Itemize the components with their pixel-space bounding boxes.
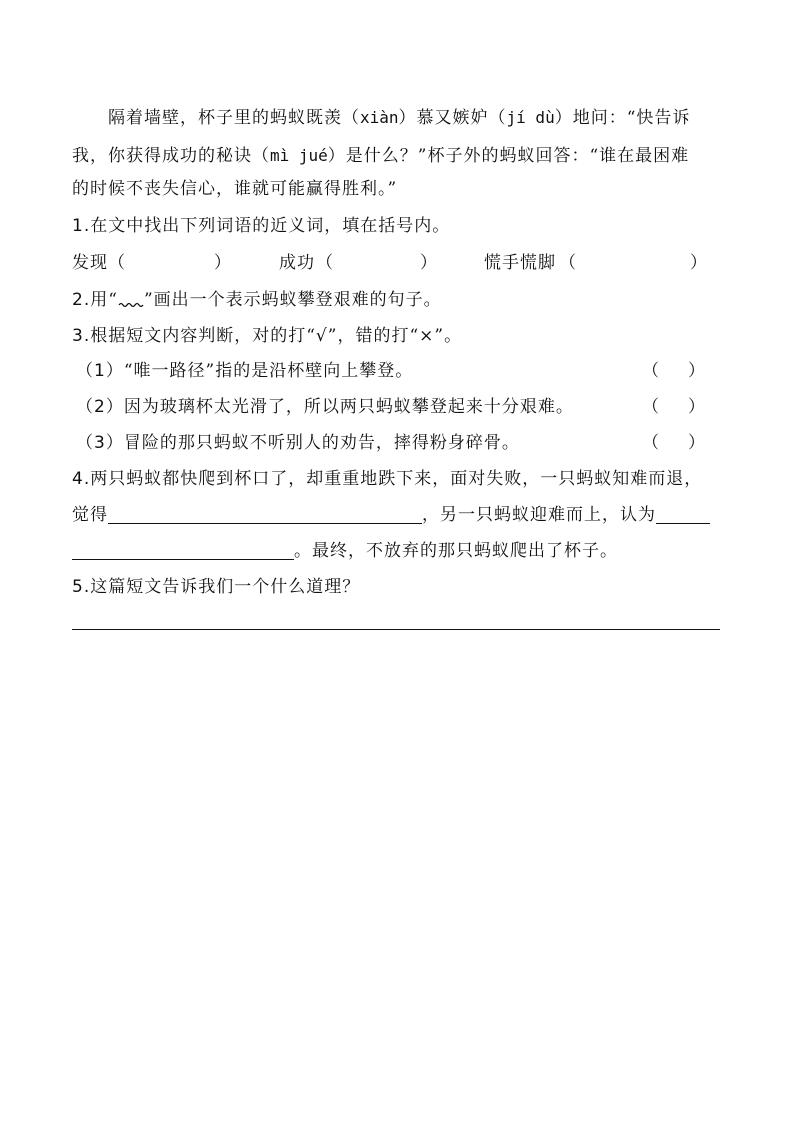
answer-blank[interactable] <box>108 505 422 524</box>
question-text: 在文中找出下列词语的近义词，填在括号内。 <box>90 216 451 236</box>
question-number: 5. <box>72 577 91 597</box>
passage-text: 我，你获得成功的秘诀（ <box>72 146 270 166</box>
question-text: 觉得 <box>72 505 108 525</box>
question-text: 用“ <box>90 290 118 310</box>
q3-statement <box>76 431 520 455</box>
question-4 <box>72 467 702 491</box>
passage-text: ）慕又嫉妒（ <box>398 108 507 128</box>
passage-line-1 <box>108 106 690 130</box>
q1-answer-close[interactable]: ） <box>420 253 437 273</box>
statement-label: （2） <box>76 397 124 417</box>
question-number: 2. <box>72 290 91 310</box>
question-text: 根据短文内容判断，对的打“√”，错的打“×”。 <box>90 326 463 346</box>
question-5 <box>72 575 360 599</box>
q1-answer-close[interactable]: ） <box>690 253 707 273</box>
q4-line-3 <box>72 539 618 563</box>
answer-blank[interactable] <box>656 505 710 524</box>
question-1 <box>72 214 450 238</box>
pinyin: xiàn <box>360 108 399 127</box>
question-text: 这篇短文告诉我们一个什么道理？ <box>90 577 361 597</box>
passage-line-3: 的时候不丧失信心，谁就可能赢得胜利。” <box>72 179 398 199</box>
question-text: ”画出一个表示蚂蚁攀登艰难的句子。 <box>143 290 442 310</box>
pinyin: mì jué <box>270 146 328 165</box>
q1-item-word: 慌手慌脚 <box>484 253 556 273</box>
answer-line[interactable] <box>72 629 720 630</box>
question-number: 1. <box>72 216 91 236</box>
judge-answer-close[interactable]: ） <box>688 433 705 453</box>
judge-answer-close[interactable]: ） <box>688 397 705 417</box>
q4-line-2 <box>72 503 710 527</box>
q3-statement <box>76 359 413 383</box>
statement-text: 冒险的那只蚂蚁不听别人的劝告，摔得粉身碎骨。 <box>123 433 520 453</box>
q1-answer-open[interactable]: （ <box>316 253 333 273</box>
judge-answer-open[interactable]: （ <box>642 433 659 453</box>
question-text: 两只蚂蚁都快爬到杯口了，却重重地跌下来，面对失败，一只蚂蚁知难而退， <box>90 469 703 489</box>
question-text: 。最终，不放弃的那只蚂蚁爬出了杯子。 <box>294 541 618 561</box>
passage-text: 隔着墙壁，杯子里的蚂蚁既羡（ <box>108 108 360 128</box>
wavy-line-icon <box>118 293 144 309</box>
q1-answer-open[interactable]: （ <box>108 253 125 273</box>
q1-answer-close[interactable]: ） <box>214 253 231 273</box>
statement-text: “唯一路径”指的是沿杯壁向上攀登。 <box>123 361 414 381</box>
statement-label: （3） <box>76 433 124 453</box>
question-number: 3. <box>72 326 91 346</box>
q3-statement <box>76 395 574 419</box>
question-3 <box>72 324 462 348</box>
passage-line-2 <box>72 144 689 168</box>
passage-text: ）是什么？”杯子外的蚂蚁回答：“谁在最困难 <box>327 146 690 166</box>
passage-text: ）地问：“快告诉 <box>554 108 691 128</box>
judge-answer-open[interactable]: （ <box>642 361 659 381</box>
answer-blank[interactable] <box>72 541 294 560</box>
judge-answer-open[interactable]: （ <box>642 397 659 417</box>
question-2 <box>72 288 442 312</box>
q1-answer-open[interactable]: （ <box>559 253 576 273</box>
judge-answer-close[interactable]: ） <box>688 361 705 381</box>
pinyin: jí dù <box>506 108 555 127</box>
question-text: ，另一只蚂蚁迎难而上，认为 <box>422 505 656 525</box>
q1-item-word: 成功 <box>279 253 315 273</box>
question-number: 4. <box>72 469 91 489</box>
statement-text: 因为玻璃杯太光滑了，所以两只蚂蚁攀登起来十分艰难。 <box>123 397 574 417</box>
q1-item-word: 发现 <box>72 253 108 273</box>
statement-label: （1） <box>76 361 124 381</box>
